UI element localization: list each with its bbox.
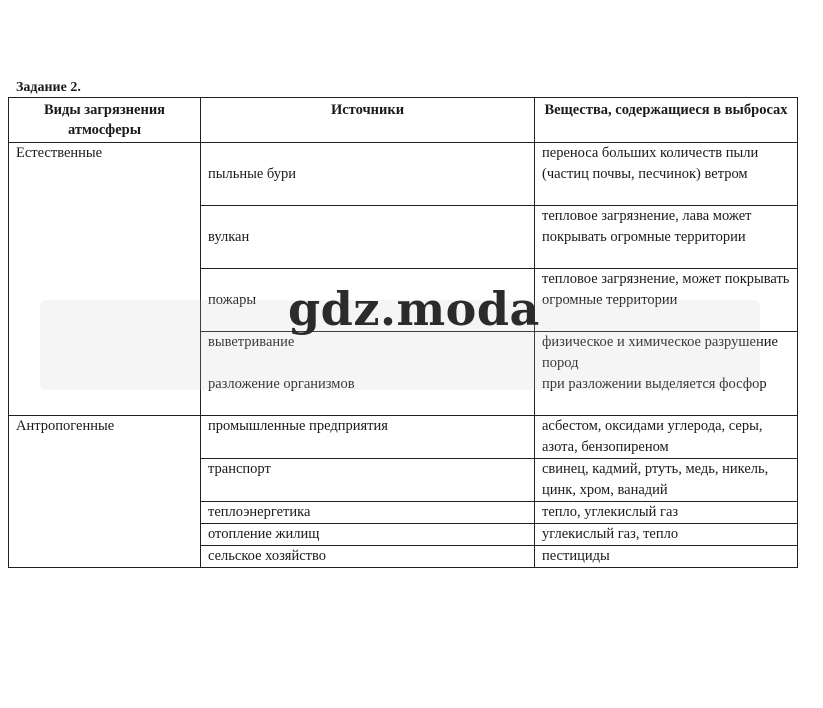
source-cell: сельское хозяйство: [201, 546, 535, 568]
watermark-logo: gdz.moda: [288, 282, 540, 336]
source-cell: отопление жилищ: [201, 524, 535, 546]
source-cell: пожары: [201, 269, 535, 332]
group-natural: Естественные: [9, 143, 201, 416]
substances-cell: свинец, кадмий, ртуть, медь, никель, цинк, хром, ванадий: [535, 459, 798, 502]
table-header-row: [9, 98, 798, 143]
source-weathering: выветривание: [208, 334, 295, 350]
substances-cell: тепловое загрязнение, может покрывать огромные территории: [535, 269, 798, 332]
table-row: [9, 143, 798, 206]
substances-cell: тепло, углекислый газ: [535, 502, 798, 524]
substances-weathering: физическое и химическое разрушение пород: [542, 334, 778, 371]
substances-cell: углекислый газ, тепло: [535, 524, 798, 546]
substances-cell: пестициды: [535, 546, 798, 568]
source-cell: вулкан: [201, 206, 535, 269]
source-cell: транспорт: [201, 459, 535, 502]
substances-cell: переноса больших количеств пыли (частиц почвы, песчинок) ветром: [535, 143, 798, 206]
header-pollution-types: Виды загрязнения атмосферы: [9, 98, 201, 143]
source-cell: пыльные бури: [201, 143, 535, 206]
source-cell: теплоэнергетика: [201, 502, 535, 524]
substances-cell: асбестом, оксидами углерода, серы, азота, бензопиреном: [535, 416, 798, 459]
substances-decomposition: при разложении выделяется фосфор: [542, 376, 767, 392]
table-row: [9, 416, 798, 459]
pollution-table: [8, 97, 798, 568]
header-sources: Источники: [201, 98, 535, 143]
source-cell: промышленные предприятия: [201, 416, 535, 459]
task-title: Задание 2.: [16, 80, 81, 95]
substances-cell: [535, 332, 798, 416]
group-anthropogenic: Антропогенные: [9, 416, 201, 568]
source-cell: [201, 332, 535, 416]
substances-cell: тепловое загрязнение, лава может покрывать огромные территории: [535, 206, 798, 269]
source-decomposition: разложение организмов: [208, 376, 355, 392]
header-substances: Вещества, содержащиеся в выбросах: [535, 98, 798, 143]
